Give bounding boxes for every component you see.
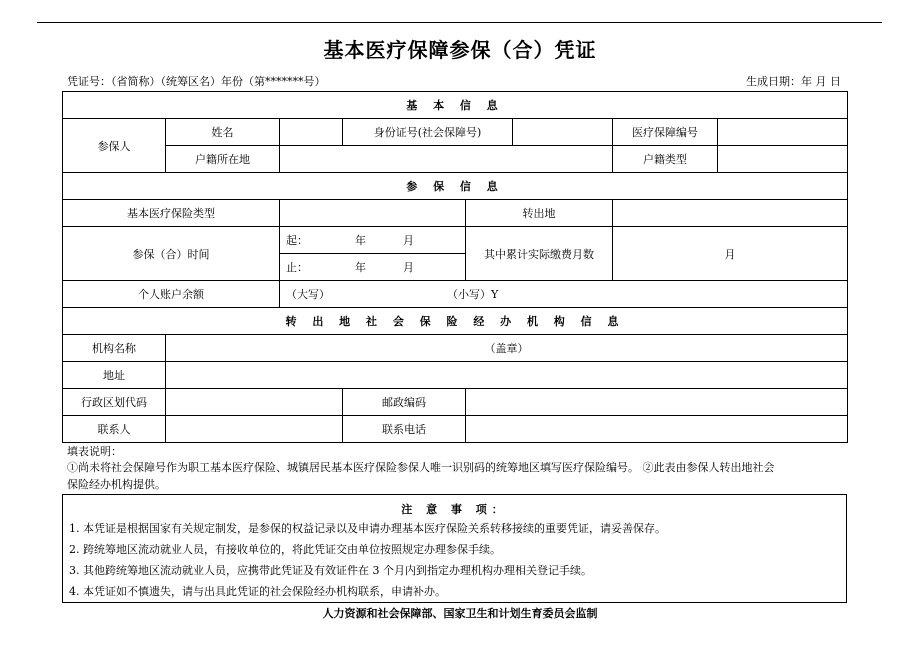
- notice-item: 4. 本凭证如不慎遗失，请与出具此凭证的社会保险经办机构联系，申请补办。: [69, 585, 446, 598]
- issuer-footer: 人力资源和社会保障部、国家卫生和计划生育委员会监制: [322, 607, 598, 620]
- period-start-label: 起：: [286, 234, 308, 247]
- instructions-body: [67, 459, 852, 493]
- phone-value[interactable]: [466, 416, 848, 443]
- section-agency-info: 转 出 地 社 会 保 险 经 办 机 构 信 息: [63, 308, 848, 335]
- contact-label: 联系人: [63, 416, 166, 443]
- postal-code-value[interactable]: [466, 389, 848, 416]
- notice-title: 注 意 事 项：: [401, 503, 508, 516]
- insured-person-label: 参保人: [63, 119, 166, 173]
- period-end-month: 月: [403, 261, 414, 274]
- period-start-year: 年: [355, 234, 366, 247]
- section-insurance-info: 参 保 信 息: [63, 173, 848, 200]
- address-label: 地址: [63, 362, 166, 389]
- period-end-label: 止：: [286, 261, 308, 274]
- name-label: 姓名: [166, 119, 280, 146]
- household-type-label: 户籍类型: [613, 146, 718, 173]
- months-paid-label: 其中累计实际缴费月数: [466, 227, 613, 281]
- notice-item: 2. 跨统筹地区流动就业人员，有接收单位的，将此凭证交由单位按照规定办理参保手续。: [69, 543, 501, 556]
- insurance-type-label: 基本医疗保险类型: [63, 200, 280, 227]
- period-end[interactable]: [280, 254, 466, 281]
- insurance-type-value[interactable]: [280, 200, 466, 227]
- postal-code-label: 邮政编码: [343, 389, 466, 416]
- months-paid-value[interactable]: 月: [613, 227, 848, 281]
- balance-lower: （小写）Y: [447, 288, 499, 301]
- instructions-title: 填表说明：: [67, 445, 122, 458]
- region-code-label: 行政区划代码: [63, 389, 166, 416]
- page-title: 基本医疗保障参保（合）凭证: [323, 38, 597, 62]
- notice-box: [62, 494, 847, 603]
- agency-name-label: 机构名称: [63, 335, 166, 362]
- period-end-year: 年: [355, 261, 366, 274]
- transfer-out-value[interactable]: [613, 200, 848, 227]
- id-number-value[interactable]: [513, 119, 613, 146]
- account-balance-value[interactable]: [280, 281, 848, 308]
- address-value[interactable]: [166, 362, 848, 389]
- transfer-out-label: 转出地: [466, 200, 613, 227]
- section-basic-info: 基 本 信 息: [63, 92, 848, 119]
- name-value[interactable]: [280, 119, 343, 146]
- notice-item: 1. 本凭证是根据国家有关规定制发，是参保的权益记录以及申请办理基本医疗保险关系转移接续的重要凭证，请妥善保存。: [69, 522, 666, 535]
- household-location-label: 户籍所在地: [166, 146, 280, 173]
- id-number-label: 身份证号(社会保障号): [343, 119, 513, 146]
- period-start[interactable]: [280, 227, 466, 254]
- household-location-value[interactable]: [280, 146, 613, 173]
- instructions-line: ①尚未将社会保障号作为职工基本医疗保险、城镇居民基本医疗保险参保人唯一识别码的统筹地区填写医疗保险编号。 ②此表由参保人转出地社会: [67, 461, 775, 474]
- medical-number-label: 医疗保障编号: [613, 119, 718, 146]
- account-balance-label: 个人账户余额: [63, 281, 280, 308]
- medical-number-value[interactable]: [718, 119, 848, 146]
- generated-date: 生成日期：年 月 日: [746, 75, 841, 88]
- contact-value[interactable]: [166, 416, 343, 443]
- top-rule: [37, 22, 882, 23]
- instructions-line: 保险经办机构提供。: [67, 478, 166, 491]
- insurance-period-label: 参保（合）时间: [63, 227, 280, 281]
- certificate-number: 凭证号：（省简称）（统筹区名）年份（第*******号）: [67, 75, 326, 88]
- agency-name-value[interactable]: （盖章）: [166, 335, 848, 362]
- balance-upper: （大写）: [286, 288, 330, 301]
- notice-item: 3. 其他跨统筹地区流动就业人员，应携带此凭证及有效证件在 3 个月内到指定办理机构办理相关登记手续。: [69, 564, 592, 577]
- period-start-month: 月: [403, 234, 414, 247]
- household-type-value[interactable]: [718, 146, 848, 173]
- certificate-form: [62, 91, 848, 443]
- phone-label: 联系电话: [343, 416, 466, 443]
- region-code-value[interactable]: [166, 389, 343, 416]
